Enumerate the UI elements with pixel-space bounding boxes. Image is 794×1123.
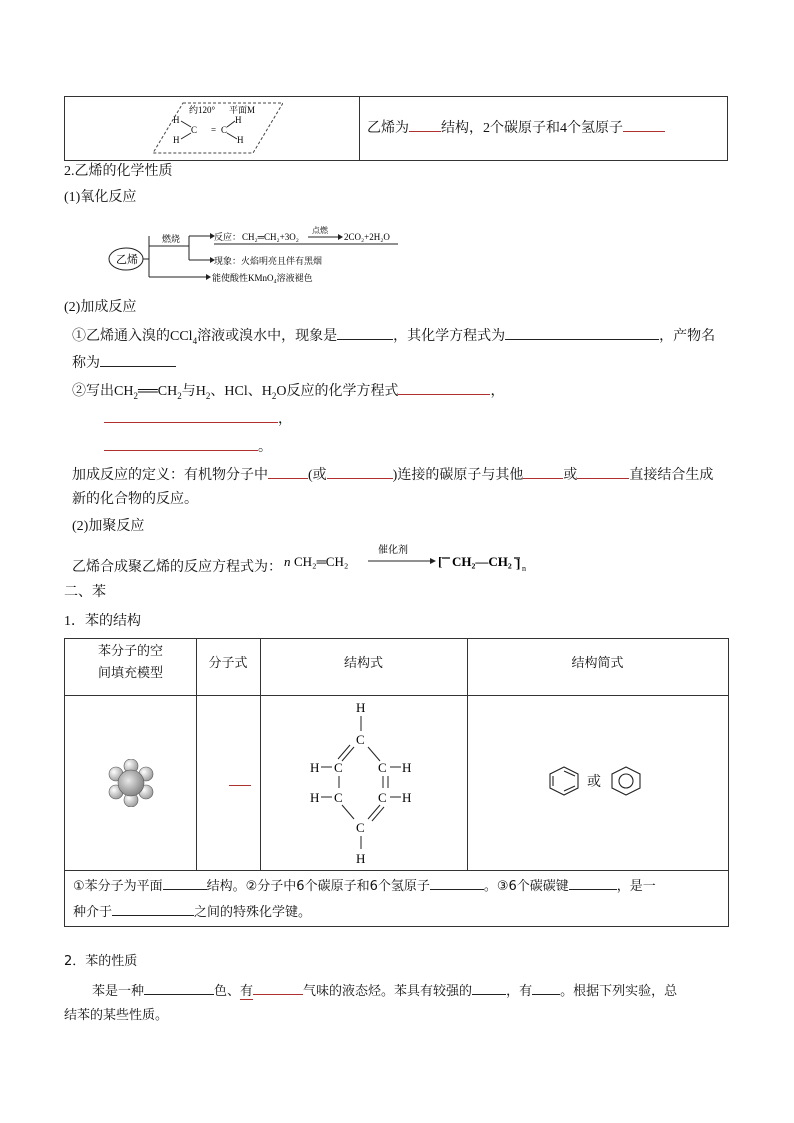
- svg-text:H: H: [237, 135, 244, 145]
- benzene-aromatic-ring: [609, 765, 643, 797]
- answer-blank[interactable]: [532, 980, 560, 995]
- svg-text:H: H: [356, 700, 366, 715]
- answer-blank[interactable]: [229, 775, 251, 786]
- benzene-structure-table: [64, 638, 729, 927]
- benzene-properties-line-2: 结苯的某些性质。: [64, 1008, 169, 1023]
- svg-text:约120°: 约120°: [189, 105, 216, 115]
- answer-blank[interactable]: [104, 408, 278, 423]
- answer-blank[interactable]: [523, 464, 563, 479]
- table-divider: [359, 97, 360, 160]
- addition-definition-line-2: 新的化合物的反应。: [72, 492, 198, 507]
- ethylene-planar-diagram: [153, 99, 283, 157]
- svg-text:C: C: [191, 125, 198, 135]
- benzene-structural-formula: [304, 697, 424, 867]
- question-1-line-1: ①乙烯通入溴的CCl$_4$溶液或溴水中，现象是 ，其化学方程式为 ，产物名: [72, 325, 715, 347]
- svg-text:H: H: [310, 790, 320, 805]
- svg-text:H: H: [402, 760, 412, 775]
- svg-text:燃烧: 燃烧: [162, 234, 181, 244]
- svg-text:CH₂═CH₂: CH₂═CH₂: [294, 554, 349, 569]
- ethylene-structure-table: [64, 96, 728, 161]
- answer-blank[interactable]: [268, 464, 308, 479]
- oxidation-reaction-diagram: [104, 222, 404, 290]
- svg-text:n: n: [284, 554, 291, 569]
- benzene-properties-heading: 2．苯的性质: [64, 954, 138, 969]
- answer-blank[interactable]: [163, 875, 207, 890]
- svg-text:平面M: 平面M: [229, 105, 256, 115]
- answer-blank[interactable]: [253, 980, 303, 995]
- addition-definition-line-1: 加成反应的定义：有机物分子中 (或 )连接的碳原子与其他 或 直接结合生成: [72, 464, 713, 486]
- simplified-or-label: 或: [587, 774, 601, 790]
- svg-text:[: [: [438, 554, 443, 569]
- svg-text:H: H: [310, 760, 320, 775]
- answer-blank[interactable]: [430, 875, 484, 890]
- svg-text:C: C: [334, 790, 343, 805]
- answer-blank[interactable]: [409, 117, 441, 132]
- answer-blank[interactable]: [104, 436, 258, 451]
- addition-heading: (2)加成反应: [64, 300, 137, 315]
- header-space-filling-model: 苯分子的空 间填充模型: [97, 644, 163, 681]
- question-2-line-3: 。: [104, 436, 272, 458]
- svg-text:现象：火焰明亮且伴有黑烟: 现象：火焰明亮且伴有黑烟: [214, 256, 323, 266]
- header-molecular-formula: 分子式: [208, 656, 248, 671]
- oxidation-heading: (1)氧化反应: [64, 190, 137, 205]
- polymerization-heading: (2)加聚反应: [72, 519, 145, 534]
- svg-text:C: C: [334, 760, 343, 775]
- question-1-line-2: 称为: [72, 352, 176, 374]
- svg-text:催化剂: 催化剂: [378, 545, 408, 556]
- svg-text:C: C: [356, 820, 365, 835]
- ethylene-description: 乙烯为 结构，2个碳原子和4个氢原子: [367, 117, 665, 139]
- svg-text:H: H: [173, 115, 180, 125]
- svg-text:能使酸性KMnO₄溶液褪色: 能使酸性KMnO₄溶液褪色: [212, 273, 313, 283]
- svg-text:2CO₂+2H₂O: 2CO₂+2H₂O: [344, 232, 390, 242]
- table-divider: [65, 695, 728, 696]
- svg-text:点燃: 点燃: [312, 226, 328, 235]
- answer-blank[interactable]: [569, 875, 617, 890]
- question-2-line-1: ②写出$CH_2══CH_2$与$H_2$、HCl、$H_2O$反应的化学方程式 ，: [72, 380, 504, 402]
- question-2-line-2: ，: [104, 408, 292, 430]
- svg-text:C: C: [378, 790, 387, 805]
- answer-blank[interactable]: [398, 380, 490, 395]
- benzene-space-filling-model: [107, 759, 155, 807]
- svg-text:]: ]: [516, 556, 521, 571]
- svg-text:n: n: [522, 564, 526, 573]
- benzene-table-footer-line-1: ①苯分子为平面 结构。②分子中6个碳原子和6个氢原子 。③6个碳碳键 ，是一: [73, 875, 656, 897]
- benzene-kekule-ring: [547, 765, 581, 797]
- section-heading-benzene: 二、苯: [64, 585, 106, 600]
- header-structural-formula: 结构式: [343, 656, 383, 671]
- benzene-properties-line-1: 苯是一种 色、有 气味的液态烃。苯具有较强的 ，有 。根据下列实验，总: [92, 980, 677, 1002]
- svg-text:乙烯: 乙烯: [116, 254, 138, 266]
- svg-text:C: C: [356, 732, 365, 747]
- answer-blank[interactable]: [100, 352, 176, 367]
- answer-blank[interactable]: [337, 325, 393, 340]
- polymerization-equation: [282, 544, 532, 578]
- table-divider: [65, 870, 728, 871]
- answer-blank[interactable]: [472, 980, 506, 995]
- svg-text:C: C: [221, 125, 228, 135]
- svg-text:CH₂═CH₂+3O₂: CH₂═CH₂+3O₂: [242, 232, 299, 242]
- answer-blank[interactable]: [327, 464, 393, 479]
- svg-text:C: C: [378, 760, 387, 775]
- svg-text:H: H: [356, 851, 366, 866]
- svg-text:H: H: [235, 115, 242, 125]
- svg-text:反应：: 反应：: [214, 232, 242, 242]
- answer-blank[interactable]: [144, 980, 214, 995]
- red-underlined-text: 有: [240, 984, 254, 999]
- svg-text:CH₂—CH₂: CH₂—CH₂: [452, 554, 512, 569]
- svg-text:H: H: [173, 135, 180, 145]
- header-simplified-formula: 结构简式: [571, 656, 624, 671]
- svg-text:H: H: [402, 790, 412, 805]
- benzene-structure-heading: 1．苯的结构: [64, 614, 141, 629]
- answer-blank[interactable]: [577, 464, 629, 479]
- benzene-table-footer-line-2: 种介于 之间的特殊化学键。: [73, 901, 311, 923]
- answer-blank[interactable]: [112, 901, 194, 916]
- svg-text:=: =: [211, 125, 217, 135]
- section-heading-chem-props: 2.乙烯的化学性质: [64, 164, 173, 179]
- answer-blank[interactable]: [623, 117, 665, 132]
- polymerization-text: 乙烯合成聚乙烯的反应方程式为：: [72, 560, 282, 575]
- answer-blank[interactable]: [505, 325, 659, 340]
